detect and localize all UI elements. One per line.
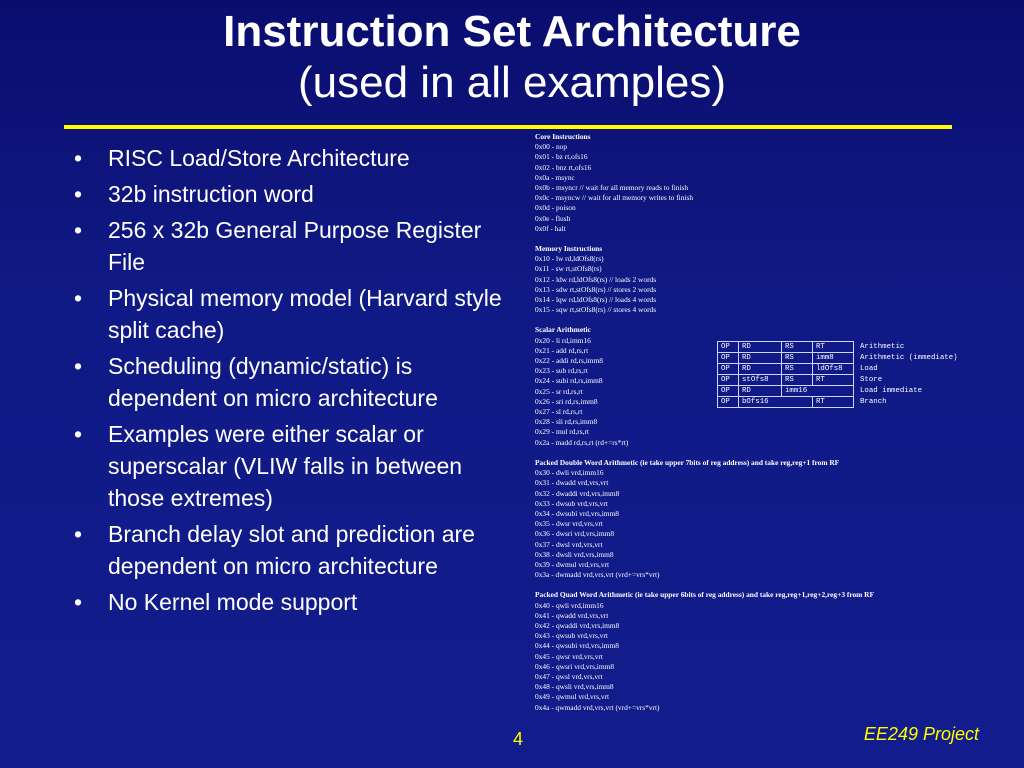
bullet-item (72, 142, 512, 174)
format-cell: OP (718, 386, 739, 397)
format-row (718, 342, 962, 353)
bullet-text: No Kernel mode support (108, 589, 358, 615)
bullet-icon: • (74, 217, 83, 243)
instruction-line: 0x01 - bz rt,ofs16 (535, 152, 588, 162)
format-cell: OP (718, 375, 739, 386)
instruction-line: 0x28 - sli rd,rs,imm8 (535, 417, 598, 427)
bullet-item (72, 350, 512, 414)
slide-title (0, 6, 1024, 108)
instruction-line: 0x00 - nop (535, 142, 568, 152)
instruction-line: 0x0d - poison (535, 203, 576, 213)
format-cell: RS (782, 353, 813, 364)
bullet-text: Branch delay slot and prediction are dependent on micro architecture (108, 521, 475, 579)
title-divider (64, 125, 952, 129)
instruction-line: 0x39 - dwmul vrd,vrs,vrt (535, 559, 610, 569)
instruction-line: 0x40 - qwli vrd,imm16 (535, 600, 604, 610)
format-cell: RT (813, 342, 854, 353)
bullet-text: Scheduling (dynamic/static) is dependent on micro architecture (108, 353, 438, 411)
section-heading: Memory Instructions (535, 244, 603, 254)
instruction-line: 0x22 - addi rd,rs,imm8 (535, 356, 603, 366)
instruction-line: 0x37 - dwsl vrd,vrs,vrt (535, 539, 603, 549)
section-heading: Packed Quad Word Arithmetic (ie take upper 6bits of reg address) and take reg,reg+1,reg+2,reg+3 from RF (535, 590, 875, 600)
format-cell: RD (739, 386, 782, 397)
format-cell: RD (739, 353, 782, 364)
instruction-line: 0x10 - lw rd,ldOfs8(rs) (535, 254, 604, 264)
format-cell: RD (739, 364, 782, 375)
bullet-icon: • (74, 353, 83, 379)
format-cell: RS (782, 342, 813, 353)
instruction-line: 0x31 - dwadd vrd,vrs,vrt (535, 478, 609, 488)
format-name: Arithmetic (immediate) (860, 354, 958, 362)
title-subtitle: (used in all examples) (298, 58, 726, 107)
instruction-line: 0x3a - dwmadd vrd,vrs,vrt (vrd+=vrs*vrt) (535, 570, 660, 580)
bullet-item (72, 282, 512, 346)
format-cell: OP (718, 364, 739, 375)
instruction-line: 0x45 - qwsr vrd,vrs,vrt (535, 651, 603, 661)
instruction-line: 0x15 - sqw rt,stOfs8(rs) // stores 4 words (535, 305, 657, 315)
instruction-section (535, 590, 1015, 712)
instruction-line: 0x26 - sri rd,rs,imm8 (535, 396, 598, 406)
bullet-icon: • (74, 421, 83, 447)
section-heading: Packed Double Word Arithmetic (ie take upper 7bits of reg address) and take reg,reg+1 from RF (535, 457, 840, 467)
instruction-line: 0x27 - sl rd,rs,rt (535, 407, 583, 417)
instruction-line: 0x36 - dwsri vrd,vrs,imm8 (535, 529, 615, 539)
instruction-line: 0x43 - qwsub vrd,vrs,vrt (535, 631, 608, 641)
instruction-line: 0x25 - sr rd,rs,rt (535, 386, 583, 396)
bullet-text: 256 x 32b General Purpose Register File (108, 217, 482, 275)
instruction-listing (535, 132, 1015, 723)
format-cell: RT (813, 397, 854, 408)
instruction-line: 0x33 - dwsub vrd,vrs,vrt (535, 498, 608, 508)
format-name: Store (860, 376, 883, 384)
format-cell: ldOfs8 (813, 364, 854, 375)
instruction-line: 0x0e - flush (535, 213, 571, 223)
instruction-line: 0x13 - sdw rt,stOfs8(rs) // stores 2 words (535, 284, 657, 294)
instruction-line: 0x34 - dwsubi vrd,vrs,imm8 (535, 508, 619, 518)
format-cell: imm8 (813, 353, 854, 364)
instruction-format-table (717, 341, 962, 408)
instruction-line: 0x0b - msyncr // wait for all memory reads to finish (535, 183, 689, 193)
instruction-section (535, 244, 1015, 315)
instruction-line: 0x23 - sub rd,rs,rt (535, 366, 588, 376)
format-name: Branch (860, 398, 887, 406)
bullet-item (72, 518, 512, 582)
bullet-list (72, 142, 512, 622)
bullet-icon: • (74, 181, 83, 207)
instruction-line: 0x49 - qwmul vrd,vrs,vrt (535, 692, 610, 702)
bullet-text: 32b instruction word (108, 181, 314, 207)
format-cell: bOfs16 (739, 397, 813, 408)
instruction-line: 0x38 - dwsli vrd,vrs,imm8 (535, 549, 614, 559)
bullet-item (72, 214, 512, 278)
format-cell: imm16 (782, 386, 854, 397)
footer-text: EE249 Project (863, 724, 979, 744)
instruction-line: 0x14 - lqw rd,ldOfs8(rs) // loads 4 words (535, 295, 657, 305)
bullet-text: Physical memory model (Harvard style split cache) (108, 285, 502, 343)
instruction-line: 0x0f - halt (535, 223, 566, 233)
instruction-line: 0x46 - qwsri vrd,vrs,imm8 (535, 661, 615, 671)
format-row (718, 397, 962, 408)
format-cell: stOfs8 (739, 375, 782, 386)
format-name: Load immediate (860, 387, 923, 395)
bullet-text: RISC Load/Store Architecture (108, 145, 410, 171)
instruction-line: 0x12 - ldw rd,ldOfs8(rs) // loads 2 words (535, 274, 657, 284)
format-row (718, 364, 962, 375)
instruction-line: 0x41 - qwadd vrd,vrs,vrt (535, 610, 609, 620)
bullet-icon: • (74, 589, 83, 615)
section-heading: Core Instructions (535, 132, 591, 141)
instruction-line: 0x35 - dwsr vrd,vrs,vrt (535, 519, 603, 529)
instruction-line: 0x21 - add rd,rs,rt (535, 345, 589, 355)
instruction-line: 0x11 - sw rt,stOfs8(rs) (535, 264, 602, 274)
format-cell: RS (782, 364, 813, 375)
format-cell: RS (782, 375, 813, 386)
instruction-section (535, 132, 1015, 234)
format-cell: RT (813, 375, 854, 386)
format-cell: OP (718, 353, 739, 364)
format-row (718, 375, 962, 386)
bullet-item (72, 418, 512, 514)
format-name: Load (860, 365, 878, 373)
instruction-line: 0x20 - li rd,imm16 (535, 335, 591, 345)
instruction-line: 0x47 - qwsl vrd,vrs,vrt (535, 671, 603, 681)
bullet-item (72, 178, 512, 210)
instruction-line: 0x0a - msync (535, 172, 575, 182)
bullet-item (72, 586, 512, 618)
bullet-icon: • (74, 521, 83, 547)
instruction-line: 0x24 - subi rd,rs,imm8 (535, 376, 603, 386)
instruction-line: 0x48 - qwsli vrd,vrs,imm8 (535, 682, 614, 692)
format-name: Arithmetic (860, 343, 905, 351)
instruction-line: 0x2a - madd rd,rs,rt (rd+=rs*rt) (535, 437, 629, 447)
instruction-line: 0x02 - bnz rt,ofs16 (535, 162, 592, 172)
page-number: 4 (513, 729, 524, 749)
bullet-icon: • (74, 285, 83, 311)
title-main: Instruction Set Architecture (223, 7, 801, 56)
format-row (718, 353, 962, 364)
format-cell: OP (718, 397, 739, 408)
instruction-line: 0x42 - qwaddi vrd,vrs,imm8 (535, 620, 620, 630)
section-heading: Scalar Arithmetic (535, 325, 591, 335)
format-cell: RD (739, 342, 782, 353)
instruction-line: 0x44 - qwsubi vrd,vrs,imm8 (535, 641, 619, 651)
instruction-section (535, 458, 1015, 580)
bullet-text: Examples were either scalar or superscalar (VLIW falls in between those extremes) (108, 421, 463, 511)
instruction-line: 0x4a - qwmadd vrd,vrs,vrt (vrd+=vrs*vrt) (535, 702, 660, 712)
format-cell: OP (718, 342, 739, 353)
bullet-icon: • (74, 145, 83, 171)
instruction-line: 0x29 - mul rd,rs,rt (535, 427, 589, 437)
instruction-line: 0x32 - dwaddi vrd,vrs,imm8 (535, 488, 620, 498)
format-row (718, 386, 962, 397)
instruction-line: 0x30 - dwli vrd,imm16 (535, 468, 604, 478)
instruction-line: 0x0c - msyncw // wait for all memory writes to finish (535, 193, 694, 203)
